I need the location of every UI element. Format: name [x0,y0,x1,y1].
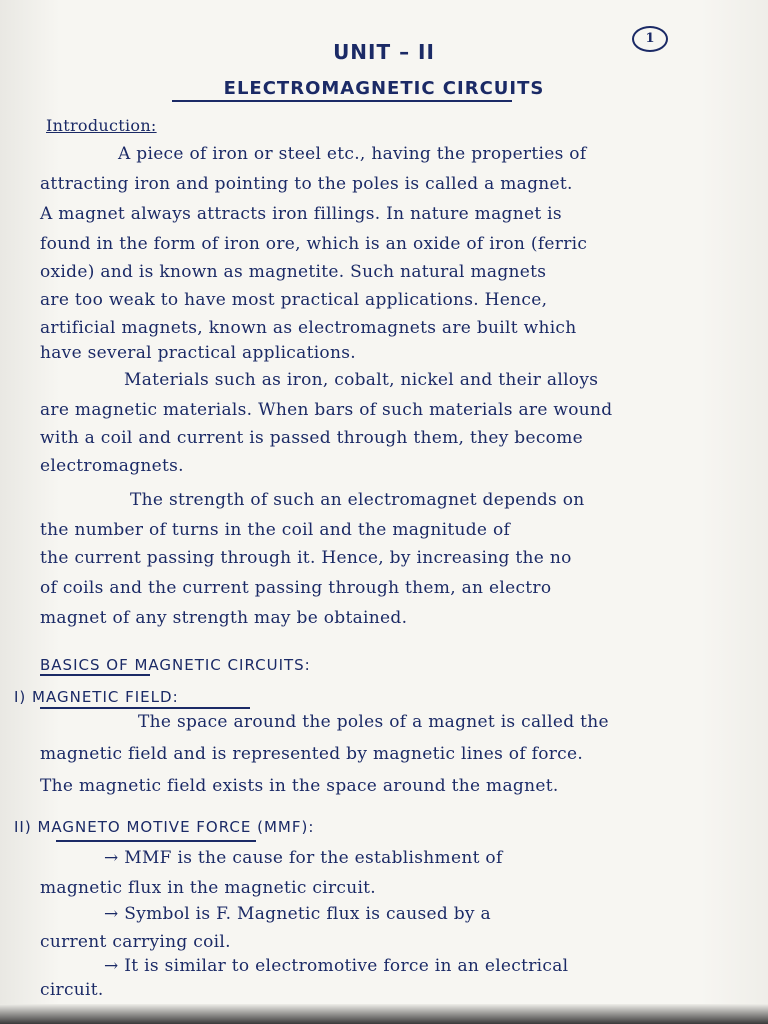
mmf-underline [56,840,256,842]
intro-heading: Introduction: [46,116,157,135]
mmf-line: → Symbol is F. Magnetic flux is caused by a [104,904,491,924]
title-underline [172,100,512,102]
paragraph-line: the current passing through it. Hence, by increasing the no [40,548,572,568]
magnetic-field-underline [40,707,250,709]
paragraph-line: found in the form of iron ore, which is an oxide of iron (ferric [40,234,588,254]
paragraph-line: magnet of any strength may be obtained. [40,608,408,628]
paragraph-line: A piece of iron or steel etc., having the properties of [118,144,587,164]
paragraph-line: artificial magnets, known as electromagnets are built which [40,318,577,338]
unit-title: UNIT – II [333,40,435,64]
paragraph-line: oxide) and is known as magnetite. Such natural magnets [40,262,547,282]
field-line: The magnetic field exists in the space around the magnet. [40,776,559,796]
paragraph-line: are too weak to have most practical applications. Hence, [40,290,548,310]
basics-underline [40,674,150,676]
field-line: The space around the poles of a magnet is called the [138,712,609,732]
paragraph-line: Materials such as iron, cobalt, nickel and their alloys [124,370,599,390]
main-title: ELECTROMAGNETIC CIRCUITS [223,78,545,99]
mmf-line: → MMF is the cause for the establishment of [104,848,503,868]
mmf-line: → It is similar to electromotive force in an electrical [104,956,569,976]
basics-heading: BASICS OF MAGNETIC CIRCUITS: [40,656,311,674]
field-line: magnetic field and is represented by magnetic lines of force. [40,744,584,764]
mmf-line: magnetic flux in the magnetic circuit. [40,878,377,898]
mmf-line: circuit. [40,980,104,1000]
mmf-heading: II) MAGNETO MOTIVE FORCE (MMF): [14,818,315,836]
paragraph-line: A magnet always attracts iron fillings. In nature magnet is [40,204,562,224]
paragraph-line: with a coil and current is passed through them, they become [40,428,583,448]
magnetic-field-heading: I) MAGNETIC FIELD: [14,688,179,706]
paragraph-line: The strength of such an electromagnet depends on [130,490,585,510]
page-number: 1 [632,26,668,52]
paragraph-line: have several practical applications. [40,343,356,363]
mmf-line: current carrying coil. [40,932,231,952]
paragraph-line: the number of turns in the coil and the magnitude of [40,520,511,540]
paragraph-line: attracting iron and pointing to the poles is called a magnet. [40,174,573,194]
page-bottom-edge [0,1004,768,1024]
paragraph-line: of coils and the current passing through them, an electro [40,578,552,598]
paragraph-line: electromagnets. [40,456,184,476]
paragraph-line: are magnetic materials. When bars of such materials are wound [40,400,613,420]
